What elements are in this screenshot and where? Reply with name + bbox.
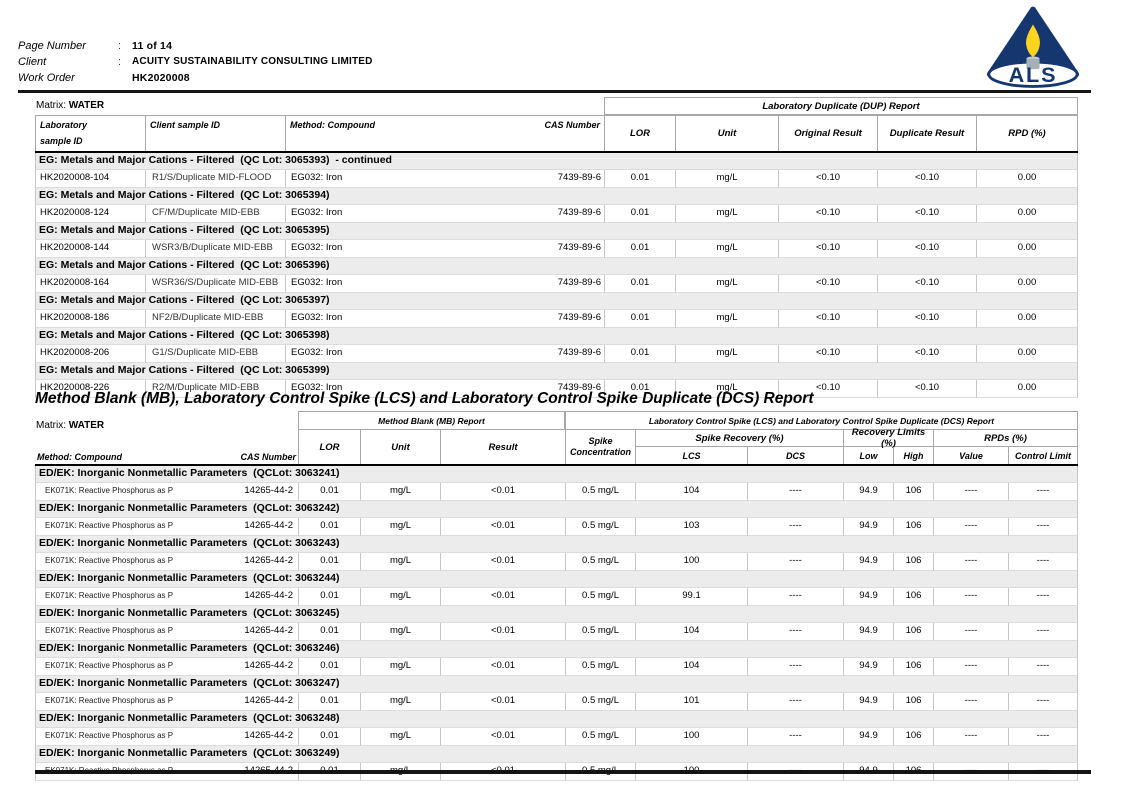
mb-table-header [35,411,1078,466]
lab-sample-id-cell: HK2020008-206 [35,345,145,363]
rpd-cell: 0.00 [976,240,1078,258]
dup-table-body [35,153,1078,398]
lcs-cell: 104 [635,483,747,501]
client-label: Client [18,56,47,68]
dcs-cell: ---- [747,693,843,711]
method-compound-header: Method: Compound [37,452,122,462]
client-row [18,54,373,70]
method-compound-value: EK071K: Reactive Phosphorus as P [45,731,174,740]
original-result-cell: <0.10 [778,380,877,398]
lcs-cell: 99.1 [635,588,747,606]
lab-sample-id-cell: HK2020008-144 [35,240,145,258]
col-header-lor: LOR [604,115,675,151]
dup-table-row [35,310,1078,328]
rpd-cell: 0.00 [976,275,1078,293]
qc-lot-section-header: ED/EK: Inorganic Nonmetallic Parameters (QCLot: 3063242) [35,501,1078,518]
method-compound-cell [285,240,604,258]
control-limit-cell: ---- [1008,728,1078,746]
lcs-cell: 104 [635,623,747,641]
qc-lot-section-header: EG: Metals and Major Cations - Filtered (QC Lot: 3065393) - continued [35,153,1078,170]
duplicate-result-cell: <0.10 [877,240,976,258]
client-sample-id-cell: NF2/B/Duplicate MID-EBB [145,310,285,328]
method-compound-value: EG032: Iron [291,242,343,253]
dup-table-row [35,275,1078,293]
method-compound-value: EG032: Iron [291,347,343,358]
unit-cell: mg/L [675,345,778,363]
dup-table-row [35,240,1078,258]
matrix-label: Matrix: [36,420,66,431]
duplicate-result-cell: <0.10 [877,170,976,188]
dcs-cell: ---- [747,728,843,746]
page-number-label: Page Number [18,40,86,52]
cas-number-value: 7439-89-6 [557,242,601,253]
matrix-label: Matrix: [36,100,66,111]
method-compound-value: EK071K: Reactive Phosphorus as P [45,556,174,565]
cas-number-value: 14265-44-2 [244,660,293,671]
col-header-method-compound [285,115,604,151]
col-header-value: Value [933,447,1008,464]
mb-table-row [35,658,1078,676]
unit-cell: mg/L [675,170,778,188]
col-header-low: Low [843,447,893,464]
client-value: ACUITY SUSTAINABILITY CONSULTING LIMITED [132,56,373,67]
lor-cell: 0.01 [604,170,675,188]
rpd-cell: 0.00 [976,170,1078,188]
client-sample-id-cell: G1/S/Duplicate MID-EBB [145,345,285,363]
cas-number-value: 7439-89-6 [557,207,601,218]
spike-concentration-cell: 0.5 mg/L [565,658,635,676]
col-header-unit: Unit [360,430,440,464]
method-compound-value: EK071K: Reactive Phosphorus as P [45,521,174,530]
control-limit-cell: ---- [1008,623,1078,641]
low-cell: 94.9 [843,553,893,571]
value-cell: ---- [933,658,1008,676]
qc-lot-section-header: ED/EK: Inorganic Nonmetallic Parameters (QCLot: 3063247) [35,676,1078,693]
lor-cell: 0.01 [298,518,360,536]
mb-table-row [35,483,1078,501]
method-compound-value: EG032: Iron [291,382,343,393]
group-header-recovery-limits: Recovery Limits (%) [843,430,933,447]
cas-number-value: 7439-89-6 [557,347,601,358]
col-header-result: Result [440,430,565,464]
lcs-cell: 100 [635,728,747,746]
col-header-control-limit: Control Limit [1008,447,1078,464]
group-header-rpds: RPDs (%) [933,430,1078,447]
group-header-spike-recovery: Spike Recovery (%) [635,430,843,447]
spike-line1: Spike [588,436,613,446]
method-compound-value: EG032: Iron [291,312,343,323]
result-cell: <0.01 [440,588,565,606]
work-order-value: HK2020008 [132,72,190,84]
colon: : [118,56,122,68]
colon: : [118,40,122,52]
matrix-value: WATER [68,100,105,111]
cas-number-value: 14265-44-2 [244,590,293,601]
duplicate-result-cell: <0.10 [877,310,976,328]
rpd-cell: 0.00 [976,310,1078,328]
duplicate-result-cell: <0.10 [877,275,976,293]
unit-cell: mg/L [360,658,440,676]
spike-concentration-cell: 0.5 mg/L [565,588,635,606]
lab-sample-id-cell: HK2020008-104 [35,170,145,188]
dcs-cell: ---- [747,483,843,501]
low-cell: 94.9 [843,623,893,641]
low-cell: 94.9 [843,728,893,746]
value-cell: ---- [933,693,1008,711]
page-bottom-rule [35,770,1091,774]
laboratory-line2: sample ID [40,136,83,146]
header-spacer [35,97,604,115]
result-cell: <0.01 [440,728,565,746]
cas-number-value: 14265-44-2 [244,485,293,496]
client-sample-id-cell: WSR36/S/Duplicate MID-EBB [145,275,285,293]
high-cell: 106 [893,483,933,501]
method-compound-cell [35,588,298,606]
duplicate-result-cell: <0.10 [877,345,976,363]
lor-cell: 0.01 [298,693,360,711]
high-cell: 106 [893,623,933,641]
dcs-cell: ---- [747,553,843,571]
rpd-cell: 0.00 [976,380,1078,398]
cas-number-header: CAS Number [544,120,600,130]
qc-lot-section-header: EG: Metals and Major Cations - Filtered (QC Lot: 3065398) [35,328,1078,345]
lor-cell: 0.01 [298,553,360,571]
high-cell: 106 [893,693,933,711]
unit-cell: mg/L [675,275,778,293]
mb-table-body [35,466,1078,781]
method-compound-cell [285,170,604,188]
high-cell: 106 [893,728,933,746]
original-result-cell: <0.10 [778,170,877,188]
dup-table [35,97,1078,398]
lor-cell: 0.01 [298,658,360,676]
value-cell: ---- [933,483,1008,501]
duplicate-result-cell: <0.10 [877,380,976,398]
lab-sample-id-cell: HK2020008-186 [35,310,145,328]
high-cell: 106 [893,658,933,676]
high-cell: 106 [893,518,933,536]
method-compound-cell [285,205,604,223]
method-compound-cell [35,693,298,711]
work-order-label: Work Order [18,72,75,84]
result-cell: <0.01 [440,623,565,641]
mb-table-row [35,693,1078,711]
control-limit-cell: ---- [1008,553,1078,571]
unit-cell: mg/L [675,310,778,328]
lor-cell: 0.01 [298,483,360,501]
page-number-row [18,38,373,54]
dcs-cell: ---- [747,518,843,536]
cas-number-value: 14265-44-2 [244,520,293,531]
dcs-cell: ---- [747,658,843,676]
col-header-rpd: RPD (%) [976,115,1078,151]
qc-lot-section-header: ED/EK: Inorganic Nonmetallic Parameters (QCLot: 3063249) [35,746,1078,763]
unit-cell: mg/L [360,518,440,536]
qc-lot-section-header: ED/EK: Inorganic Nonmetallic Parameters (QCLot: 3063245) [35,606,1078,623]
method-compound-cell [35,483,298,501]
control-limit-cell: ---- [1008,483,1078,501]
col-header-spike-concentration [565,430,635,464]
col-header-method-compound [35,430,298,464]
lor-cell: 0.01 [604,310,675,328]
unit-cell: mg/L [675,380,778,398]
client-sample-id-cell: R2/M/Duplicate MID-EBB [145,380,285,398]
method-compound-value: EK071K: Reactive Phosphorus as P [45,696,174,705]
spike-concentration-cell: 0.5 mg/L [565,518,635,536]
rpd-cell: 0.00 [976,345,1078,363]
value-cell: ---- [933,623,1008,641]
lcs-cell: 101 [635,693,747,711]
cas-number-value: 14265-44-2 [244,555,293,566]
spike-concentration-cell: 0.5 mg/L [565,623,635,641]
mb-table-row [35,518,1078,536]
mb-table-row [35,728,1078,746]
lab-sample-id-cell: HK2020008-164 [35,275,145,293]
control-limit-cell: ---- [1008,588,1078,606]
unit-cell: mg/L [360,693,440,711]
control-limit-cell: ---- [1008,518,1078,536]
qc-lot-section-header: ED/EK: Inorganic Nonmetallic Parameters (QCLot: 3063243) [35,536,1078,553]
dup-table-row [35,170,1078,188]
qc-lot-section-header: ED/EK: Inorganic Nonmetallic Parameters (QCLot: 3063248) [35,711,1078,728]
header-rule [18,90,1091,93]
mb-section-title: Method Blank (MB), Laboratory Control Spike (LCS) and Laboratory Control Spike Duplicate (DCS) Report [35,390,814,407]
spike-line2: Concentration [569,447,631,457]
method-compound-value: EK071K: Reactive Phosphorus as P [45,486,174,495]
dcs-cell: ---- [747,588,843,606]
lab-sample-id-cell: HK2020008-124 [35,205,145,223]
qc-lot-section-header: EG: Metals and Major Cations - Filtered (QC Lot: 3065394) [35,188,1078,205]
result-cell: <0.01 [440,693,565,711]
lcs-cell: 104 [635,658,747,676]
value-cell: ---- [933,588,1008,606]
header-spacer [35,411,298,430]
spike-concentration-cell: 0.5 mg/L [565,693,635,711]
dup-table-row [35,345,1078,363]
lcs-cell: 100 [635,553,747,571]
matrix-value: WATER [68,420,105,431]
method-compound-value: EG032: Iron [291,207,343,218]
original-result-cell: <0.10 [778,205,877,223]
original-result-cell: <0.10 [778,240,877,258]
method-compound-cell [285,345,604,363]
unit-cell: mg/L [360,483,440,501]
unit-cell: mg/L [360,553,440,571]
method-compound-header: Method: Compound [290,120,375,130]
low-cell: 94.9 [843,483,893,501]
cas-number-value: 7439-89-6 [557,277,601,288]
value-cell: ---- [933,553,1008,571]
page-number-value: 11 of 14 [132,40,173,52]
mb-table-row [35,623,1078,641]
method-compound-cell [35,518,298,536]
method-compound-cell [35,658,298,676]
cas-number-value: 7439-89-6 [557,172,601,183]
low-cell: 94.9 [843,658,893,676]
col-header-duplicate-result: Duplicate Result [877,115,976,151]
original-result-cell: <0.10 [778,345,877,363]
low-cell: 94.9 [843,518,893,536]
value-cell: ---- [933,518,1008,536]
method-compound-cell [35,728,298,746]
lor-cell: 0.01 [604,205,675,223]
cas-number-value: 14265-44-2 [244,695,293,706]
client-sample-id-cell: R1/S/Duplicate MID-FLOOD [145,170,285,188]
logo-text: ALS [1008,61,1058,87]
high-cell: 106 [893,553,933,571]
original-result-cell: <0.10 [778,275,877,293]
method-compound-value: EK071K: Reactive Phosphorus as P [45,591,174,600]
method-compound-cell [285,275,604,293]
method-compound-value: EG032: Iron [291,277,343,288]
control-limit-cell: ---- [1008,693,1078,711]
cas-number-value: 7439-89-6 [557,382,601,393]
cas-number-header: CAS Number [240,452,296,462]
unit-cell: mg/L [675,205,778,223]
method-compound-cell [285,310,604,328]
lor-cell: 0.01 [604,380,675,398]
qc-lot-section-header: EG: Metals and Major Cations - Filtered (QC Lot: 3065396) [35,258,1078,275]
cas-number-value: 14265-44-2 [244,730,293,741]
low-cell: 94.9 [843,588,893,606]
result-cell: <0.01 [440,483,565,501]
spike-concentration-cell: 0.5 mg/L [565,483,635,501]
als-logo [986,5,1080,89]
col-header-laboratory-sample-id [35,115,145,151]
col-header-unit: Unit [675,115,778,151]
als-logo-graphic [986,5,1080,89]
spike-concentration-cell: 0.5 mg/L [565,728,635,746]
lor-cell: 0.01 [604,345,675,363]
lor-cell: 0.01 [604,275,675,293]
mb-report-group-header: Method Blank (MB) Report [298,411,565,430]
dup-table-header [35,97,1078,153]
control-limit-cell: ---- [1008,658,1078,676]
method-compound-cell [35,623,298,641]
col-header-high: High [893,447,933,464]
laboratory-line1: Laboratory [40,120,88,130]
rpd-cell: 0.00 [976,205,1078,223]
unit-cell: mg/L [675,240,778,258]
method-compound-cell [35,553,298,571]
lor-cell: 0.01 [298,588,360,606]
colon [118,70,132,86]
spike-concentration-cell: 0.5 mg/L [565,553,635,571]
low-cell: 94.9 [843,693,893,711]
client-sample-id-cell: CF/M/Duplicate MID-EBB [145,205,285,223]
qc-lot-section-header: ED/EK: Inorganic Nonmetallic Parameters (QCLot: 3063246) [35,641,1078,658]
method-compound-value: EG032: Iron [291,172,343,183]
qc-lot-section-header: ED/EK: Inorganic Nonmetallic Parameters (QCLot: 3063244) [35,571,1078,588]
high-cell: 106 [893,588,933,606]
qc-lot-section-header: EG: Metals and Major Cations - Filtered (QC Lot: 3065397) [35,293,1078,310]
client-sample-id-cell: WSR3/B/Duplicate MID-EBB [145,240,285,258]
result-cell: <0.01 [440,553,565,571]
col-header-lcs: LCS [635,447,747,464]
unit-cell: mg/L [360,588,440,606]
lor-cell: 0.01 [298,728,360,746]
lor-cell: 0.01 [604,240,675,258]
lab-sample-id-cell: HK2020008-226 [35,380,145,398]
unit-cell: mg/L [360,623,440,641]
dup-table-row [35,205,1078,223]
unit-cell: mg/L [360,728,440,746]
value-cell: ---- [933,728,1008,746]
original-result-cell: <0.10 [778,310,877,328]
mb-table-row [35,553,1078,571]
result-cell: <0.01 [440,518,565,536]
page-header [18,38,373,86]
result-cell: <0.01 [440,658,565,676]
col-header-dcs: DCS [747,447,843,464]
qc-lot-section-header: EG: Metals and Major Cations - Filtered (QC Lot: 3065395) [35,223,1078,240]
duplicate-result-cell: <0.10 [877,205,976,223]
qc-lot-section-header: EG: Metals and Major Cations - Filtered (QC Lot: 3065399) [35,363,1078,380]
dcs-cell: ---- [747,623,843,641]
work-order-row [18,70,373,86]
cas-number-value: 7439-89-6 [557,312,601,323]
col-header-original-result: Original Result [778,115,877,151]
mb-table [35,411,1078,781]
method-compound-value: EK071K: Reactive Phosphorus as P [45,661,174,670]
lcs-cell: 103 [635,518,747,536]
qc-lot-section-header: ED/EK: Inorganic Nonmetallic Parameters (QCLot: 3063241) [35,466,1078,483]
lor-cell: 0.01 [298,623,360,641]
lcs-dcs-report-group-header: Laboratory Control Spike (LCS) and Laboratory Control Spike Duplicate (DCS) Report [565,411,1078,430]
method-compound-value: EK071K: Reactive Phosphorus as P [45,626,174,635]
dup-report-group-header: Laboratory Duplicate (DUP) Report [604,97,1078,115]
col-header-lor: LOR [298,430,360,464]
cas-number-value: 14265-44-2 [244,625,293,636]
mb-table-row [35,588,1078,606]
col-header-client-sample-id: Client sample ID [145,115,285,151]
